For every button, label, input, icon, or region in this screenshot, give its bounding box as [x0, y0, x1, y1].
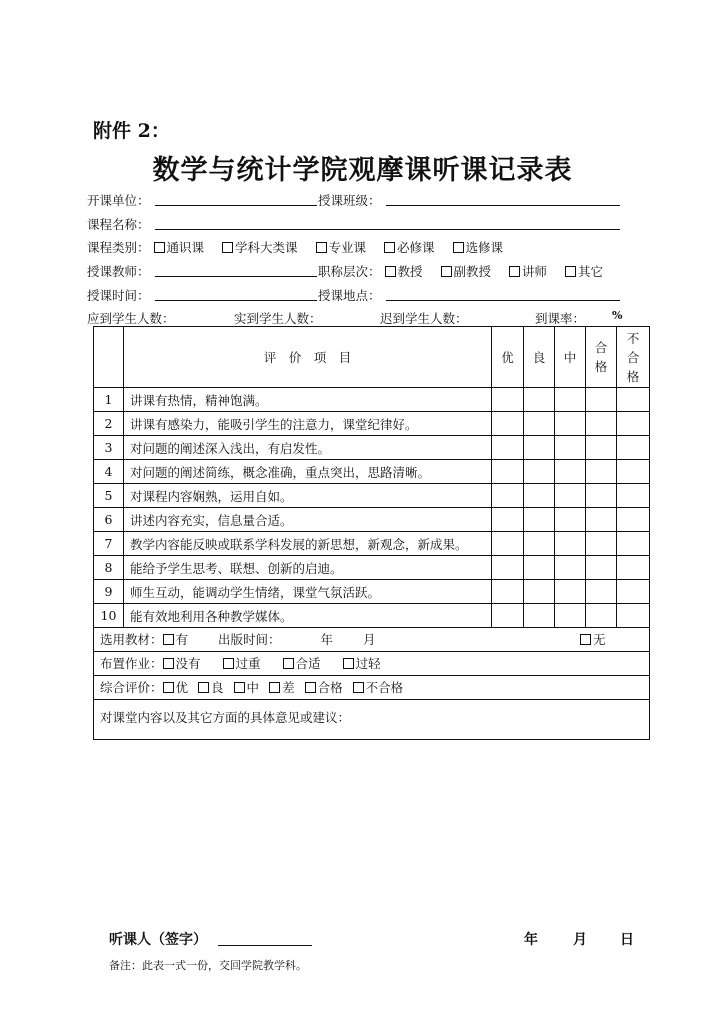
rate-unit: % — [612, 309, 623, 322]
unit-label: 开课单位： — [87, 193, 150, 208]
grade-cell[interactable] — [492, 412, 524, 436]
header-no-cell — [94, 327, 124, 388]
grade-cell[interactable] — [617, 388, 650, 412]
checkbox-icon — [305, 682, 316, 693]
rank-option[interactable]: 其它 — [565, 264, 603, 279]
class-field[interactable] — [386, 205, 620, 206]
checkbox-icon — [353, 682, 364, 693]
grade-header-pass: 合 格 — [586, 327, 617, 388]
grade-cell[interactable] — [617, 532, 650, 556]
teacher-label: 授课教师： — [87, 264, 150, 279]
grade-cell[interactable] — [586, 604, 617, 628]
table-row — [94, 412, 650, 436]
grade-cell[interactable] — [617, 412, 650, 436]
grade-cell[interactable] — [555, 508, 586, 532]
grade-cell[interactable] — [617, 556, 650, 580]
overall-option[interactable]: 中 — [234, 680, 260, 695]
grade-cell[interactable] — [586, 412, 617, 436]
table-row — [94, 508, 650, 532]
grade-cell[interactable] — [555, 556, 586, 580]
grade-cell[interactable] — [555, 532, 586, 556]
grade-cell[interactable] — [586, 508, 617, 532]
checkbox-icon — [154, 242, 165, 253]
row-criterion: 师生互动，能调动学生情绪，课堂气氛活跃。 — [124, 580, 492, 604]
grade-header-fail: 不 合 格 — [617, 327, 650, 388]
grade-cell[interactable] — [586, 436, 617, 460]
checkbox-icon — [163, 658, 174, 669]
grade-cell[interactable] — [555, 580, 586, 604]
grade-cell[interactable] — [524, 460, 555, 484]
grade-cell[interactable] — [524, 556, 555, 580]
homework-option[interactable]: 过轻 — [343, 656, 381, 671]
time-field[interactable] — [155, 300, 317, 301]
grade-cell[interactable] — [617, 460, 650, 484]
grade-cell[interactable] — [492, 508, 524, 532]
grade-cell[interactable] — [492, 580, 524, 604]
grade-cell[interactable] — [617, 604, 650, 628]
checkbox-icon — [453, 242, 464, 253]
table-row — [94, 532, 650, 556]
overall-option[interactable]: 合格 — [305, 680, 343, 695]
checkbox-icon — [580, 634, 591, 645]
class-label: 授课班级： — [318, 193, 381, 208]
checkbox-icon — [384, 242, 395, 253]
grade-cell[interactable] — [492, 532, 524, 556]
grade-cell[interactable] — [586, 580, 617, 604]
grade-cell[interactable] — [555, 604, 586, 628]
homework-option[interactable]: 过重 — [223, 656, 261, 671]
checkbox-icon — [269, 682, 280, 693]
rank-option[interactable]: 教授 — [385, 264, 423, 279]
checkbox-icon — [163, 682, 174, 693]
grade-cell[interactable] — [555, 412, 586, 436]
sign-day-label: 日 — [620, 932, 634, 948]
grade-header-medium: 中 — [555, 327, 586, 388]
row-criterion: 对问题的阐述简练，概念准确，重点突出，思路清晰。 — [124, 460, 492, 484]
grade-cell[interactable] — [492, 388, 524, 412]
grade-cell[interactable] — [492, 556, 524, 580]
checkbox-icon — [222, 242, 233, 253]
page-title: 数学与统计学院观摩课听课记录表 — [152, 155, 573, 186]
rate-label: 到课率： — [535, 311, 586, 326]
rank-option[interactable]: 副教授 — [441, 264, 492, 279]
table-header-row — [94, 327, 650, 388]
publish-month-label: 月 — [363, 632, 376, 647]
homework-row — [94, 652, 650, 676]
grade-cell[interactable] — [586, 556, 617, 580]
time-label: 授课时间： — [87, 288, 150, 303]
course-field[interactable] — [155, 229, 620, 230]
grade-cell[interactable] — [492, 484, 524, 508]
checkbox-icon — [223, 658, 234, 669]
comment-row — [94, 700, 650, 740]
grade-cell[interactable] — [524, 508, 555, 532]
grade-cell[interactable] — [492, 460, 524, 484]
expected-label: 应到学生人数： — [87, 311, 175, 326]
evaluation-table — [93, 326, 650, 740]
grade-cell[interactable] — [586, 388, 617, 412]
row-number: 7 — [94, 532, 124, 556]
item-header: 评 价 项 目 — [124, 327, 492, 388]
grade-cell[interactable] — [617, 580, 650, 604]
checkbox-icon — [509, 266, 520, 277]
rank-option[interactable]: 讲师 — [509, 264, 547, 279]
overall-option[interactable]: 良 — [198, 680, 224, 695]
row-number: 2 — [94, 412, 124, 436]
row-criterion: 对课程内容娴熟，运用自如。 — [124, 484, 492, 508]
textbook-has-option[interactable]: 有 — [163, 632, 189, 647]
row-number: 4 — [94, 460, 124, 484]
overall-option[interactable]: 差 — [269, 680, 295, 695]
row-number: 10 — [94, 604, 124, 628]
grade-cell[interactable] — [524, 484, 555, 508]
comment-label: 对课堂内容以及其它方面的具体意见或建议： — [100, 710, 351, 725]
sign-month-label: 月 — [573, 932, 587, 948]
overall-option[interactable]: 优 — [163, 680, 189, 695]
row-number: 8 — [94, 556, 124, 580]
row-number: 9 — [94, 580, 124, 604]
signer-label: 听课人（签字） — [109, 932, 207, 948]
place-field[interactable] — [386, 300, 620, 301]
table-row — [94, 556, 650, 580]
category-option[interactable]: 学科大类课 — [222, 240, 298, 255]
grade-cell[interactable] — [524, 388, 555, 412]
grade-cell[interactable] — [524, 580, 555, 604]
table-row — [94, 388, 650, 412]
signature-field[interactable] — [218, 945, 312, 946]
overall-row — [94, 676, 650, 700]
place-label: 授课地点： — [318, 288, 381, 303]
checkbox-icon — [316, 242, 327, 253]
rank-row — [318, 262, 603, 280]
grade-cell[interactable] — [492, 604, 524, 628]
category-row — [87, 238, 517, 256]
checkbox-icon — [565, 266, 576, 277]
table-row — [94, 436, 650, 460]
grade-header-good: 良 — [524, 327, 555, 388]
row-criterion: 讲述内容充实，信息量合适。 — [124, 508, 492, 532]
checkbox-icon — [163, 634, 174, 645]
grade-cell[interactable] — [586, 532, 617, 556]
row-criterion: 能有效地利用各种教学媒体。 — [124, 604, 492, 628]
footnote: 备注：此表一式一份，交回学院教学科。 — [109, 959, 307, 972]
checkbox-icon — [198, 682, 209, 693]
row-criterion: 能给予学生思考、联想、创新的启迪。 — [124, 556, 492, 580]
sign-year-label: 年 — [524, 932, 538, 948]
checkbox-icon — [343, 658, 354, 669]
grade-cell[interactable] — [555, 436, 586, 460]
checkbox-icon — [234, 682, 245, 693]
row-criterion: 讲课有感染力，能吸引学生的注意力，课堂纪律好。 — [124, 412, 492, 436]
table-row — [94, 484, 650, 508]
grade-cell[interactable] — [555, 484, 586, 508]
teacher-field[interactable] — [155, 276, 317, 277]
homework-option[interactable]: 合适 — [283, 656, 321, 671]
course-label: 课程名称： — [87, 217, 150, 232]
actual-label: 实到学生人数： — [234, 311, 322, 326]
grade-cell[interactable] — [524, 604, 555, 628]
rank-label: 职称层次： — [318, 264, 381, 279]
grade-cell[interactable] — [492, 436, 524, 460]
homework-option[interactable]: 没有 — [163, 656, 201, 671]
textbook-label: 选用教材： — [100, 632, 163, 647]
category-option[interactable]: 选修课 — [453, 240, 504, 255]
category-label: 课程类别： — [87, 240, 150, 255]
category-option[interactable]: 通识课 — [154, 240, 205, 255]
row-criterion: 讲课有热情，精神饱满。 — [124, 388, 492, 412]
row-number: 3 — [94, 436, 124, 460]
table-row — [94, 580, 650, 604]
table-row — [94, 604, 650, 628]
checkbox-icon — [283, 658, 294, 669]
overall-option[interactable]: 不合格 — [353, 680, 404, 695]
row-number: 6 — [94, 508, 124, 532]
grade-cell[interactable] — [555, 460, 586, 484]
grade-cell[interactable] — [586, 484, 617, 508]
grade-cell[interactable] — [524, 412, 555, 436]
publish-year-label: 年 — [320, 632, 334, 647]
grade-cell[interactable] — [524, 532, 555, 556]
unit-field[interactable] — [155, 205, 317, 206]
row-criterion: 对问题的阐述深入浅出，有启发性。 — [124, 436, 492, 460]
textbook-none-option[interactable]: 无 — [580, 628, 606, 651]
grade-cell[interactable] — [617, 436, 650, 460]
homework-label: 布置作业： — [100, 656, 163, 671]
grade-cell[interactable] — [524, 436, 555, 460]
textbook-row — [94, 628, 650, 652]
grade-cell[interactable] — [617, 484, 650, 508]
grade-cell[interactable] — [586, 460, 617, 484]
grade-cell[interactable] — [555, 388, 586, 412]
checkbox-icon — [385, 266, 396, 277]
row-criterion: 教学内容能反映或联系学科发展的新思想，新观念，新成果。 — [124, 532, 492, 556]
category-option[interactable]: 专业课 — [316, 240, 367, 255]
overall-label: 综合评价： — [100, 680, 163, 695]
late-label: 迟到学生人数： — [380, 311, 468, 326]
category-option[interactable]: 必修课 — [384, 240, 435, 255]
grade-header-excellent: 优 — [492, 327, 524, 388]
row-number: 1 — [94, 388, 124, 412]
grade-cell[interactable] — [617, 508, 650, 532]
table-row — [94, 460, 650, 484]
attachment-label: 附件 2： — [93, 120, 170, 142]
checkbox-icon — [441, 266, 452, 277]
publish-time-label: 出版时间： — [218, 632, 281, 647]
row-number: 5 — [94, 484, 124, 508]
comment-area[interactable] — [94, 700, 650, 740]
